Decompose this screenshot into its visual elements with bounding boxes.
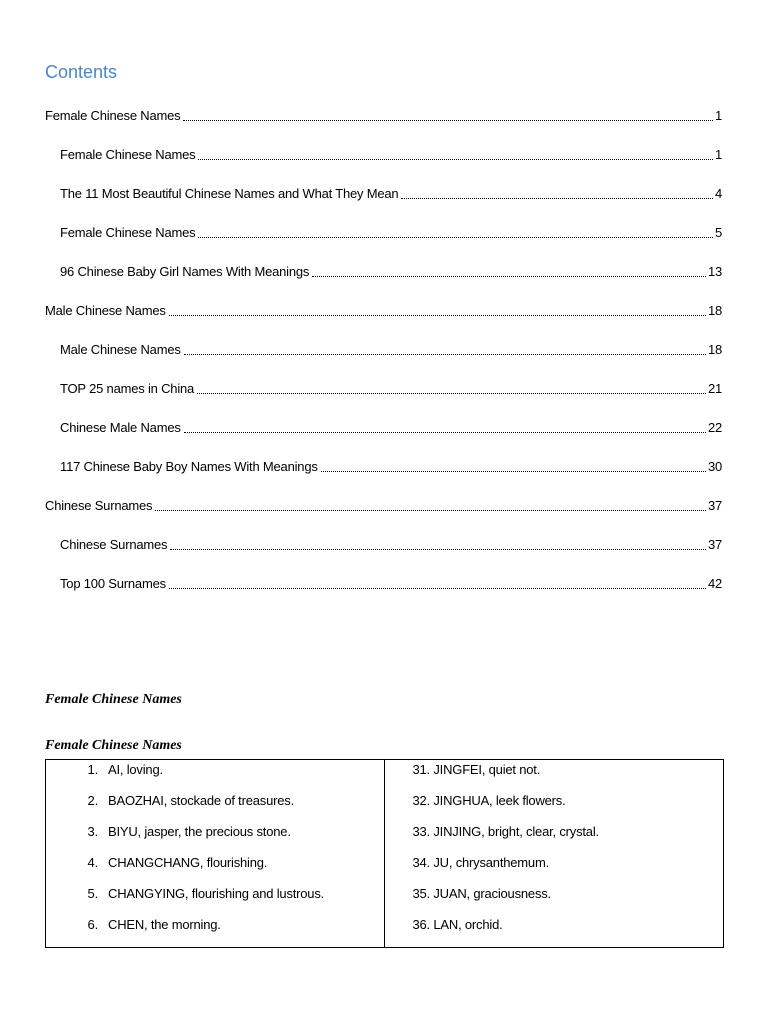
list-item: 31. JINGFEI, quiet not.	[412, 762, 541, 777]
toc-leader	[183, 120, 713, 121]
toc-entry[interactable]	[60, 185, 722, 203]
toc-entry[interactable]	[60, 536, 722, 554]
toc-entry-page: 42	[707, 576, 722, 591]
toc-entry-page: 13	[707, 264, 722, 279]
toc-entry-label: 117 Chinese Baby Boy Names With Meanings	[60, 459, 318, 474]
toc-entry[interactable]	[60, 419, 722, 437]
names-column-left	[46, 760, 385, 947]
list-item: 3. BIYU, jasper, the precious stone.	[87, 824, 291, 839]
toc-entry-page: 18	[707, 303, 722, 318]
toc-leader	[169, 588, 706, 589]
contents-heading: Contents	[45, 62, 118, 82]
toc-leader	[401, 198, 713, 199]
toc-entry-label: Female Chinese Names	[45, 108, 181, 123]
toc-leader	[170, 549, 706, 550]
list-item: 32. JINGHUA, leek flowers.	[412, 793, 566, 808]
toc-entry-label: Female Chinese Names	[60, 147, 196, 162]
list-item: 6. CHEN, the morning.	[87, 917, 221, 932]
section-heading: Female Chinese Names	[45, 692, 182, 707]
toc-entry[interactable]	[60, 380, 722, 398]
toc-entry-label: 96 Chinese Baby Girl Names With Meanings	[60, 264, 310, 279]
toc-entry[interactable]	[60, 263, 722, 281]
list-item: 34. JU, chrysanthemum.	[412, 855, 549, 870]
names-table	[45, 759, 724, 948]
toc-entry[interactable]	[60, 575, 722, 593]
toc-leader	[169, 315, 706, 316]
toc-entry-page: 22	[707, 420, 722, 435]
list-item: 33. JINJING, bright, clear, crystal.	[412, 824, 599, 839]
toc-entry-page: 1	[714, 147, 722, 162]
toc-entry-page: 4	[714, 186, 722, 201]
list-item: 2. BAOZHAI, stockade of treasures.	[87, 793, 294, 808]
toc-leader	[198, 159, 713, 160]
list-item: 36. LAN, orchid.	[412, 917, 503, 932]
toc-entry-page: 5	[714, 225, 722, 240]
toc-leader	[184, 354, 706, 355]
toc-leader	[184, 432, 706, 433]
toc-entry-label: The 11 Most Beautiful Chinese Names and What They Mean	[60, 186, 399, 201]
toc-entry[interactable]	[60, 341, 722, 359]
toc-entry-label: Top 100 Surnames	[60, 576, 166, 591]
list-item: 1. AI, loving.	[87, 762, 163, 777]
toc-entry-label: Male Chinese Names	[60, 342, 181, 357]
toc-entry-page: 1	[714, 108, 722, 123]
toc-entry-label: TOP 25 names in China	[60, 381, 195, 396]
toc-entry-label: Chinese Surnames	[60, 537, 168, 552]
toc-entry-page: 30	[707, 459, 722, 474]
toc-entry-page: 37	[707, 498, 722, 513]
toc-entry-label: Female Chinese Names	[60, 225, 196, 240]
toc-entry[interactable]	[45, 302, 722, 320]
toc-entry-page: 37	[707, 537, 722, 552]
list-item: 4. CHANGCHANG, flourishing.	[87, 855, 268, 870]
toc-leader	[198, 237, 713, 238]
list-item: 35. JUAN, graciousness.	[412, 886, 551, 901]
toc-entry-page: 21	[707, 381, 722, 396]
toc-leader	[312, 276, 706, 277]
toc-leader	[155, 510, 706, 511]
toc-entry[interactable]	[45, 497, 722, 515]
section-subheading: Female Chinese Names	[45, 738, 182, 753]
toc-leader	[197, 393, 706, 394]
toc-entry-label: Chinese Male Names	[60, 420, 181, 435]
toc-entry[interactable]	[60, 458, 722, 476]
toc-leader	[321, 471, 706, 472]
names-column-right	[385, 760, 724, 947]
toc-entry-label: Male Chinese Names	[45, 303, 166, 318]
toc-entry[interactable]	[45, 107, 722, 125]
toc-entry[interactable]	[60, 146, 722, 164]
toc-entry[interactable]	[60, 224, 722, 242]
toc-entry-label: Chinese Surnames	[45, 498, 153, 513]
toc-entry-page: 18	[707, 342, 722, 357]
list-item: 5. CHANGYING, flourishing and lustrous.	[87, 886, 325, 901]
